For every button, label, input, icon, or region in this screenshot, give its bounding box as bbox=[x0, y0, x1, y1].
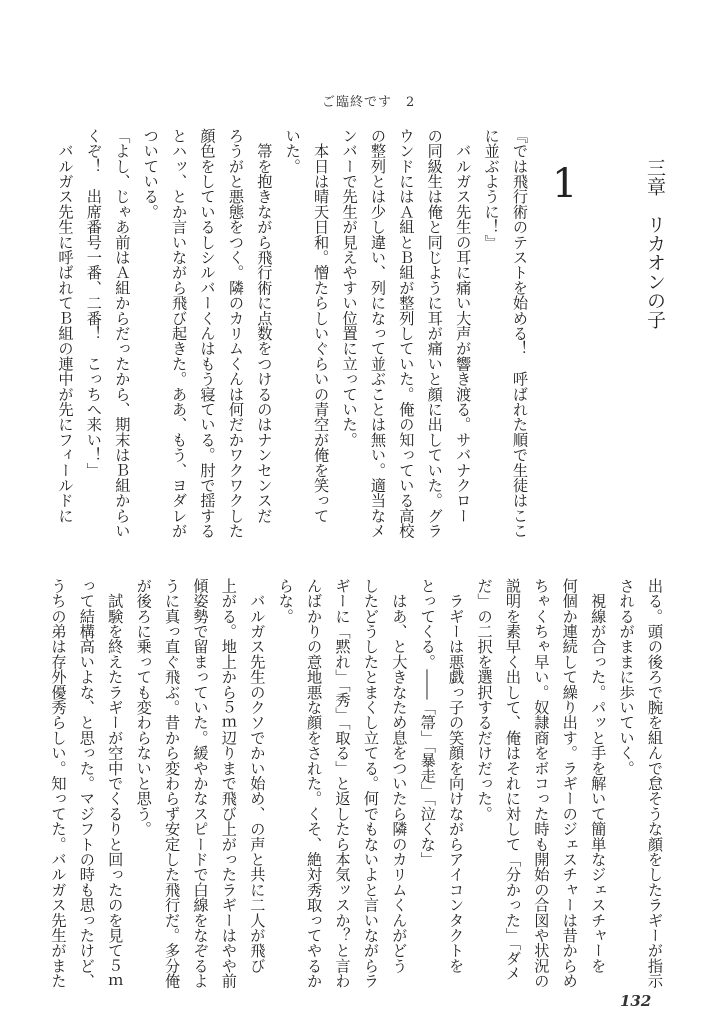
text-line: したどうしたとまくし立てる。何でもないよと言いながらラ bbox=[361, 578, 380, 989]
running-header: ご臨終です 2 bbox=[322, 95, 416, 110]
text-line: 箒を抱きながら飛行術に点数をつけるのはナンセンスだ bbox=[255, 128, 274, 524]
text-line: バルガス先生に呼ばれてＢ組の連中が先にフィールドに bbox=[56, 128, 75, 524]
text-line: 出る。頭の後ろで腕を組んで怠そうな顔をしたラギーが指示 bbox=[646, 578, 664, 989]
text-line: バルガス先生のクソでかい始め、の声と共に二人が飛び bbox=[248, 578, 267, 974]
text-line: くぞ！ 出席番号一番、二番！ こっちへ来い！」 bbox=[84, 128, 103, 478]
text-line: 上がる。地上から５ｍ辺りまで飛び上がったラギーはやや前 bbox=[219, 578, 238, 989]
text-line: 『では飛行術のテストを始める！ 呼ばれた順で生徒はここ bbox=[511, 128, 529, 539]
page-number: 132 bbox=[620, 992, 652, 1010]
text-line: ラギーは悪戯っ子の笑顔を向けながらアイコンタクトを bbox=[447, 578, 466, 974]
text-line: うに真っ直ぐ飛ぶ。昔から変わらず安定した飛行だ。多分俺 bbox=[163, 578, 182, 989]
text-line: 試験を終えたラギーが空中でくるりと回ったのを見て５ｍ bbox=[106, 578, 125, 989]
text-line: ろうがと悪態をつく。隣のカリムくんは何だかワクワクした bbox=[226, 128, 245, 539]
text-line: んばかりの意地悪な顔をされた。くそ、絶対秀取ってやるか bbox=[305, 578, 324, 989]
text-line: ついている。 bbox=[141, 128, 160, 220]
text-line: ちゃくちゃ早い。奴隷商をボコった時も開始の合図や状況の bbox=[532, 578, 551, 989]
section-number: 1 bbox=[552, 161, 578, 207]
text-line: ギーに「黙れ」「秀」「取る」と返したら本気ッスか？と言わ bbox=[333, 578, 352, 989]
text-line: ウンドにはＡ組とＢ組が整列していた。俺の知っている高校 bbox=[397, 128, 416, 539]
text-line: いた。 bbox=[283, 128, 302, 174]
text-line: 傾姿勢で留まっていた。緩やかなスピードで白線をなぞるよ bbox=[191, 578, 210, 989]
text-line: とハッ、とか言いながら飛び起きた。ああ、もう、ヨダレが bbox=[170, 128, 189, 539]
text-line: 説明を素早く出して、俺はそれに対して「分かった」「ダメ bbox=[503, 578, 522, 981]
text-line: に並ぶように！』 bbox=[482, 128, 501, 250]
text-line: バルガス先生の耳に痛い大声が響き渡る。サバナクロー bbox=[454, 128, 473, 524]
bottom-tier-text bbox=[44, 578, 669, 998]
text-line: らな。 bbox=[276, 578, 295, 624]
text-line: だ」の二択を選択するだけだった。 bbox=[475, 578, 494, 822]
text-line: 何個か連続して繰り出す。ラギーのジェスチャーは昔からめ bbox=[560, 578, 579, 989]
text-line: うちの弟は存外優秀らしい。知ってた。バルガス先生がまた bbox=[49, 578, 68, 989]
text-line: されるがままに歩いていく。 bbox=[617, 578, 636, 776]
text-line: 「よし、じゃあ前はＡ組からだったから、期末はＢ組からい bbox=[113, 128, 132, 539]
text-line: の同級生は俺と同じように耳が痛いと顔に出していた。グラ bbox=[425, 128, 444, 539]
text-line: はあ、と大きなため息をついたら隣のカリムくんがどう bbox=[390, 578, 409, 974]
chapter-title: 三章 リカオンの子 bbox=[644, 158, 666, 329]
text-line: 視線が合った。パッと手を解いて簡単なジェスチャーを bbox=[589, 578, 608, 974]
top-tier-text bbox=[51, 128, 534, 548]
text-line: って結構高いよな、と思った。マジフトの時も思ったけど、 bbox=[77, 578, 96, 989]
text-line: 本日は晴天日和。憎たらしいぐらいの青空が俺を笑って bbox=[312, 128, 331, 524]
text-line: が後ろに乗っても変わらないと思う。 bbox=[134, 578, 153, 837]
text-line: ンバーで先生が見えやすい位置に立っていた。 bbox=[340, 128, 359, 448]
text-line: 顔色をしているしシルバーくんはもう寝ている。肘で揺する bbox=[198, 128, 217, 539]
text-line: とってくる。――「箒」「暴走」「泣くな」 bbox=[418, 578, 437, 867]
text-line: の整列とは少し違い、列になって並ぶことは無い。適当なメ bbox=[368, 128, 387, 539]
